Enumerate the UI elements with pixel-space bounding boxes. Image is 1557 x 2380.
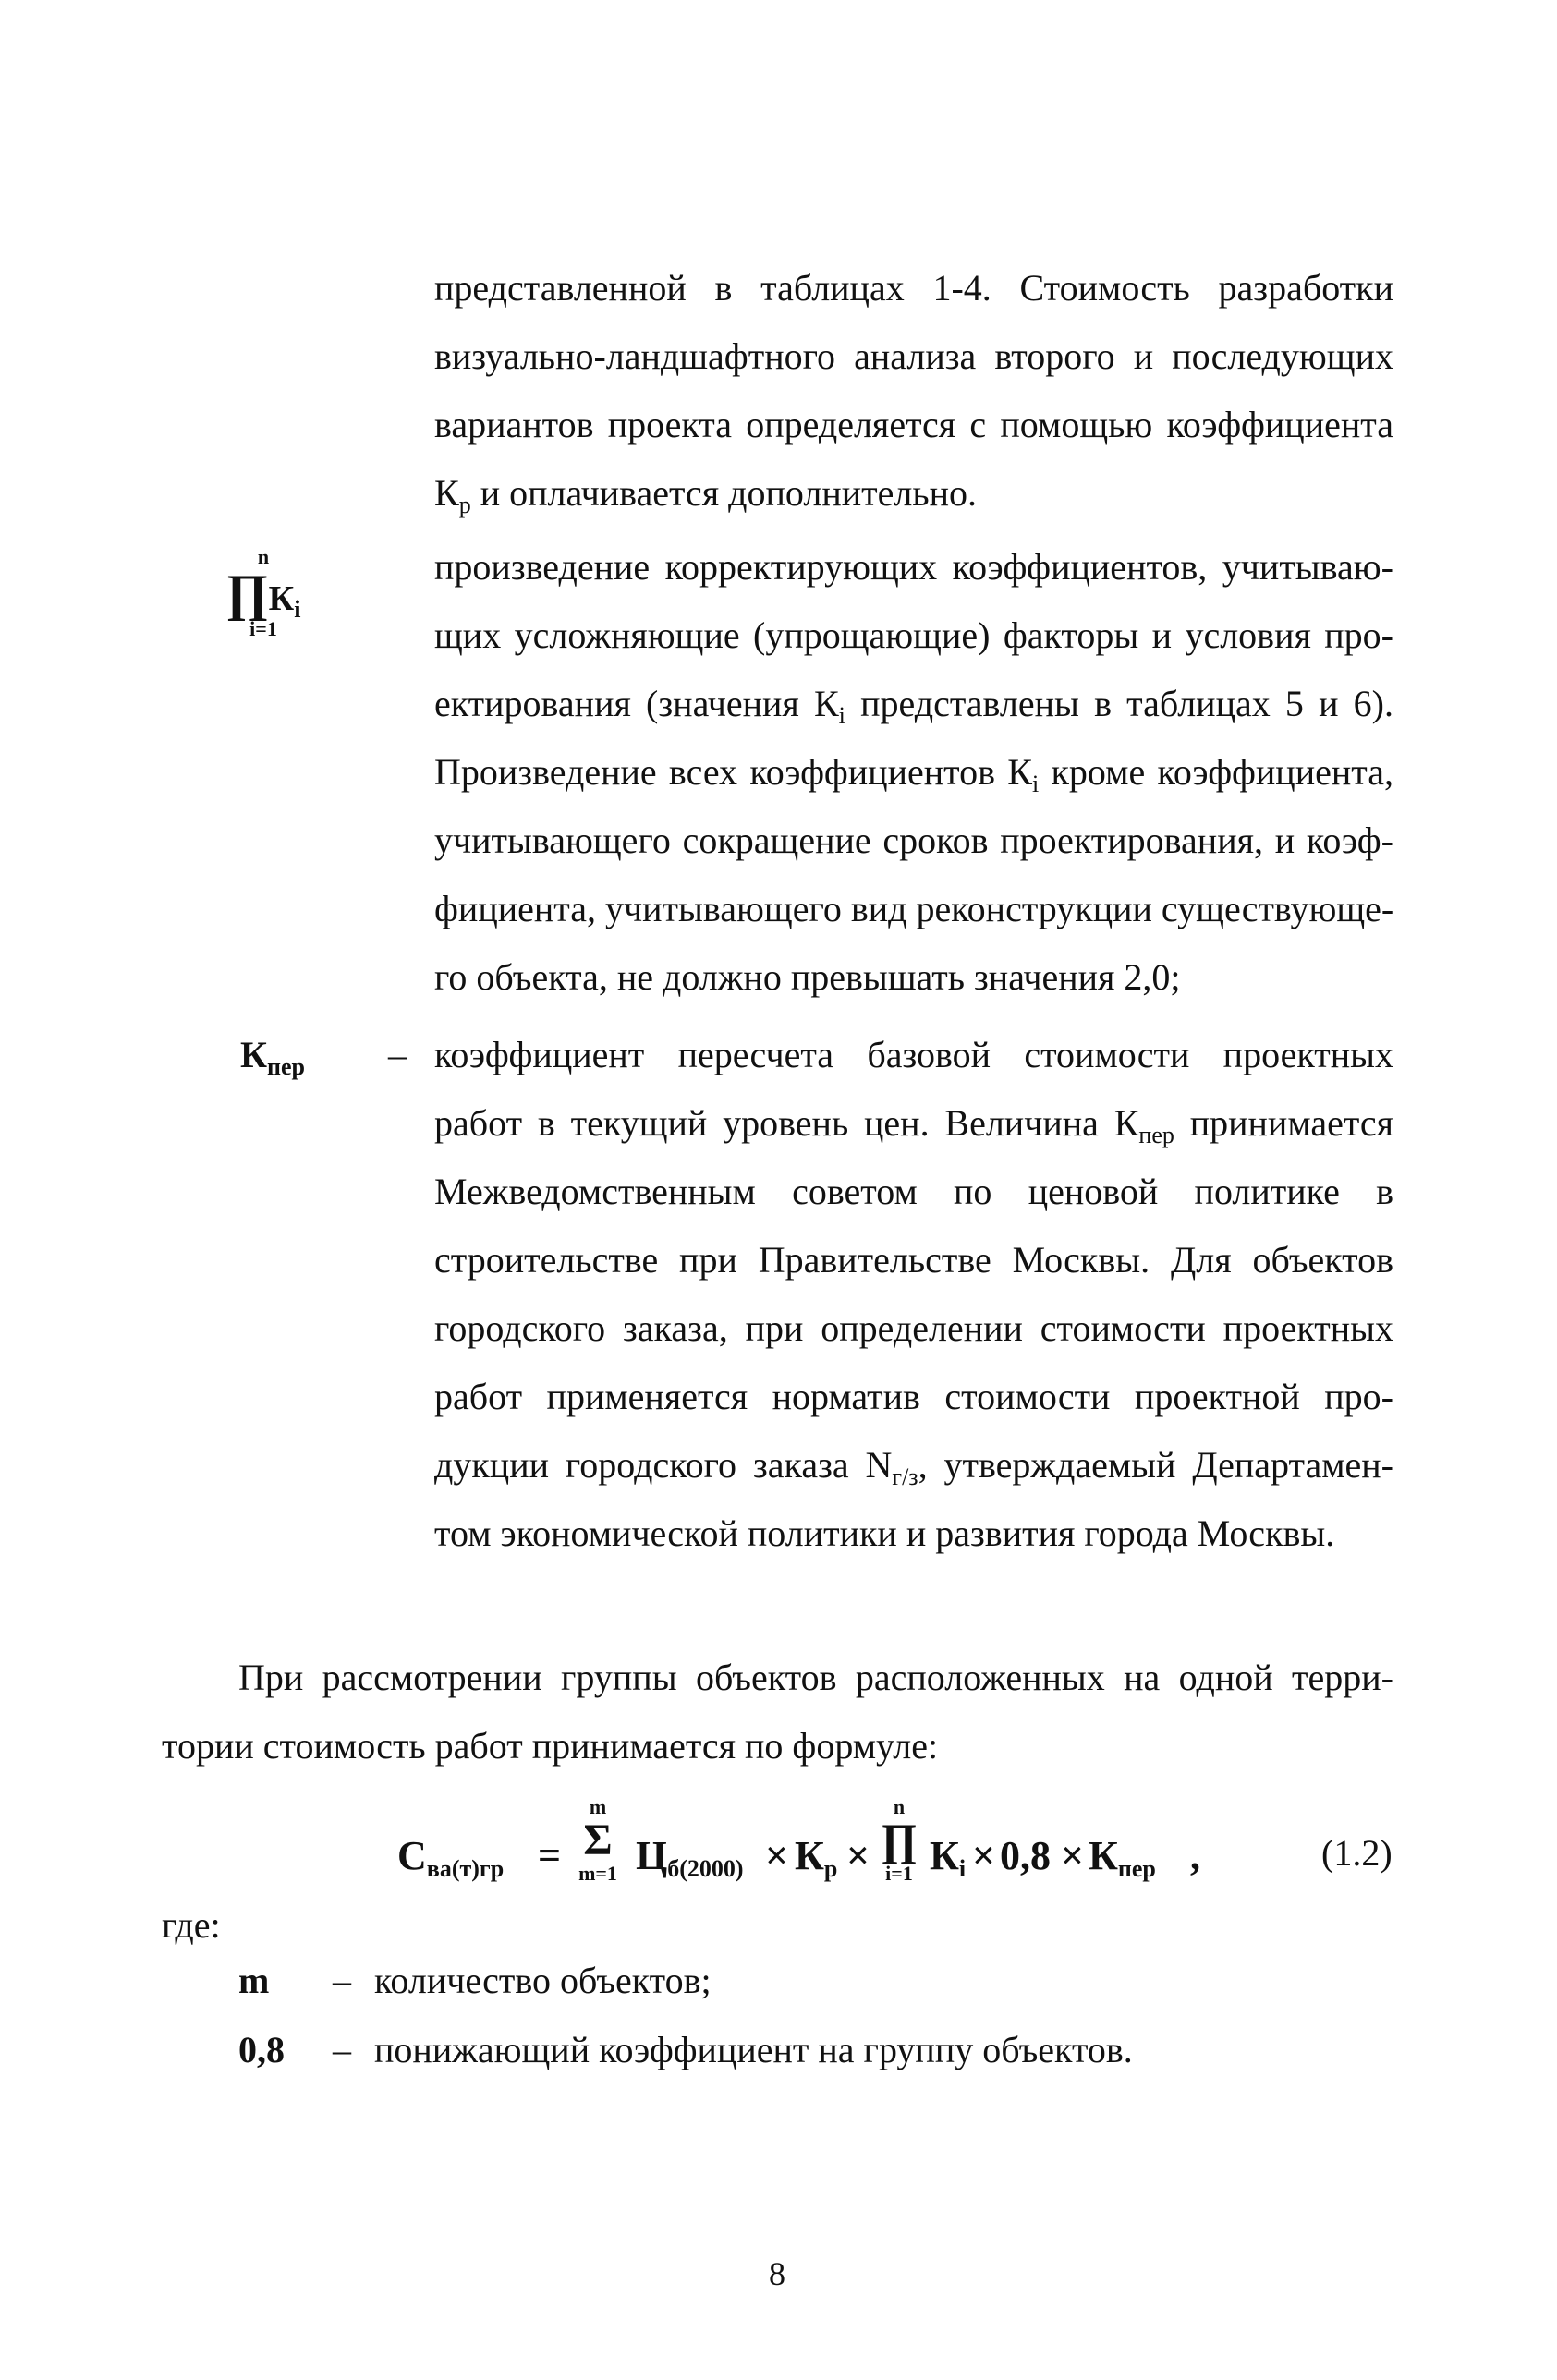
intro-line-1: представленной в таблицах 1-4. Стоимость разработки: [434, 267, 1393, 309]
kper-def-line-8: том экономической политики и развития города Москвы.: [434, 1512, 1335, 1554]
def-m-text: количество объектов;: [374, 1960, 712, 2001]
kper-symbol: $К_{пер}$: [240, 1034, 305, 1080]
where-label: где:: [162, 1904, 221, 1946]
prod-def-line-6: фициента, учитывающего вид реконструкции существующе-: [434, 888, 1394, 929]
group-para-line-2: тории стоимость работ принимается по формуле:: [162, 1725, 939, 1767]
prod-def-line-5: учитывающего сокращение сроков проектирования, и коэф-: [434, 820, 1393, 861]
intro-line-2: визуально-ландшафтного анализа второго и последующих: [434, 335, 1393, 377]
formula-1-2: $С_{ва(т)гр}$ = m Σ m=1 $Ц_{б(2000)}$ × $К_р$ × n ∏ i=1 $К_i$ × 0,8 × $К_{пер}$ ,: [397, 1795, 1200, 1885]
formula-number: (1.2): [1321, 1832, 1393, 1874]
group-para-line-1: При рассмотрении группы объектов расположенных на одной терри-: [238, 1657, 1393, 1698]
prod-def-line-7: го объекта, не должно превышать значения 2,0;: [434, 956, 1181, 998]
kper-def-line-1: коэффициент пересчета базовой стоимости проектных: [434, 1034, 1393, 1075]
def-m-dash: –: [333, 1960, 351, 2001]
prod-def-line-3: ектирования (значения $К_i$ представлены в таблицах 5 и 6).: [434, 683, 1393, 729]
page-number: 8: [769, 2255, 785, 2292]
kper-def-line-6: работ применяется норматив стоимости проектной про-: [434, 1376, 1393, 1417]
def-08-text: понижающий коэффициент на группу объектов.: [374, 2029, 1133, 2070]
prod-def-line-2: щих усложняющие (упрощающие) факторы и условия про-: [434, 614, 1393, 656]
kper-def-line-3: Межведомственным советом по ценовой политике в: [434, 1171, 1393, 1212]
kper-def-line-2: работ в текущий уровень цен. Величина $К_{пер}$ принимается: [434, 1102, 1393, 1148]
def-08-symbol: 0,8: [238, 2029, 285, 2070]
kper-def-line-4: строительстве при Правительстве Москвы. Для объектов: [434, 1239, 1393, 1281]
intro-line-4: $К_р$ и оплачивается дополнительно.: [434, 472, 977, 518]
kper-def-line-7: дукции городского заказа $N_{г/з}$, утверждаемый Департамен-: [434, 1444, 1393, 1490]
kper-def-line-5: городского заказа, при определении стоимости проектных: [434, 1307, 1393, 1349]
product-symbol: n $\prod К_i$ i=1: [225, 545, 301, 640]
def-m-symbol: m: [238, 1960, 270, 2001]
prod-def-line-4: Произведение всех коэффициентов $К_i$ кроме коэффициента,: [434, 751, 1393, 797]
prod-def-line-1: произведение корректирующих коэффициентов, учитываю-: [434, 546, 1393, 588]
def-08-dash: –: [333, 2029, 351, 2070]
kper-dash: –: [388, 1034, 407, 1075]
intro-line-3: вариантов проекта определяется с помощью коэффициента: [434, 404, 1393, 445]
